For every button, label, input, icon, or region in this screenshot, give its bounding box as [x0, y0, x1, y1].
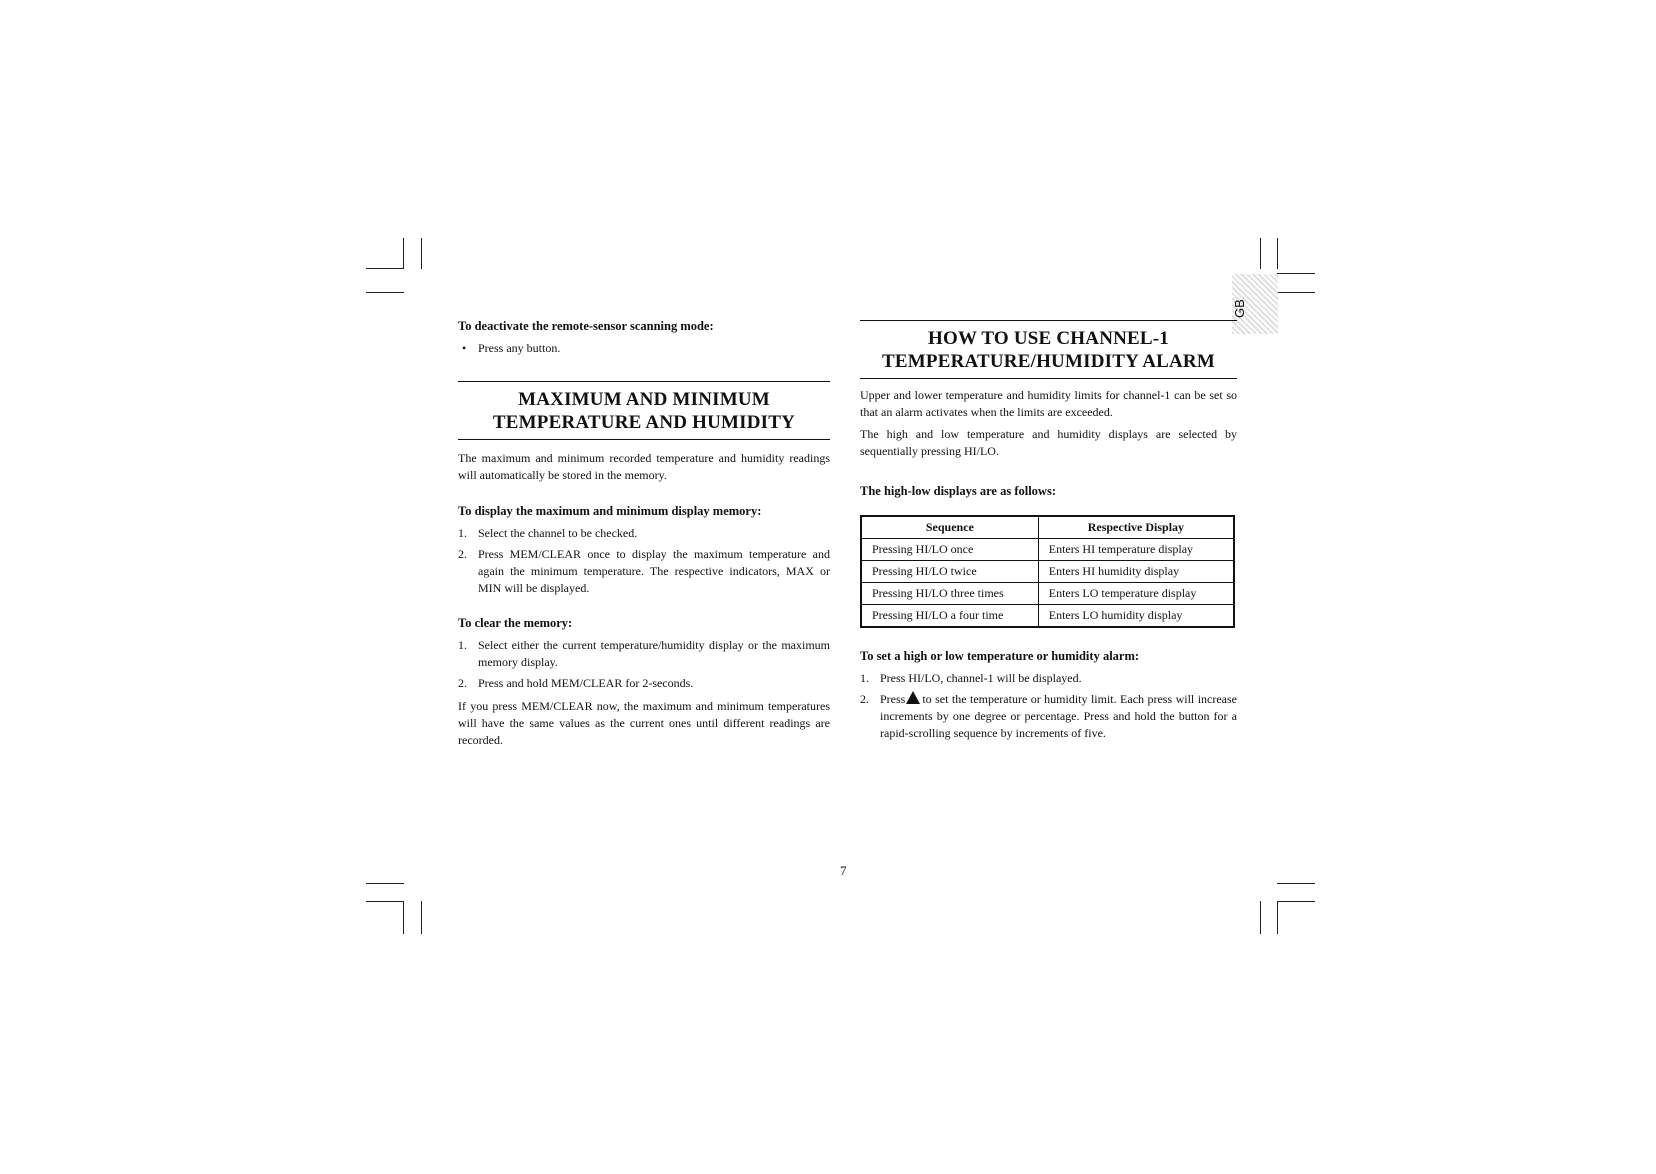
step-number: 2.: [458, 547, 467, 561]
display-steps: [458, 525, 830, 597]
step-text: Press MEM/CLEAR once to display the maximum temperature and again the minimum temperature. The respective indicators, MAX or MIN will be displayed.: [478, 547, 830, 595]
table-cell: Pressing HI/LO twice: [861, 561, 1038, 583]
list-item: [458, 675, 830, 692]
crop-mark: [1260, 238, 1261, 269]
right-column: [860, 318, 1237, 748]
step-text: Select the channel to be checked.: [478, 526, 638, 540]
crop-mark: [1277, 883, 1315, 884]
table-cell: Enters HI temperature display: [1038, 539, 1234, 561]
crop-mark: [403, 238, 404, 269]
bullet-icon: •: [462, 341, 467, 355]
intro-paragraph: The high and low temperature and humidity displays are selected by sequentially pressing HI/LO.: [860, 427, 1237, 458]
table-heading: The high-low displays are as follows:: [860, 484, 1056, 498]
step-text: Press HI/LO, channel-1 will be displayed.: [880, 671, 1082, 685]
list-item: [860, 691, 1237, 742]
high-low-table: [860, 515, 1235, 628]
table-row: [861, 605, 1234, 628]
section-title-line: MAXIMUM AND MINIMUM: [518, 389, 770, 410]
step-text-part: to set the temperature or humidity limit. Each press will increase increments by one degree or percentage. Press and hold the button for a rapid-scrolling sequence by increments of five.: [880, 692, 1237, 740]
table-row: [861, 583, 1234, 605]
step-number: 2.: [860, 692, 869, 706]
crop-mark: [366, 883, 404, 884]
clear-memory-heading: To clear the memory:: [458, 616, 573, 630]
section-title: [860, 321, 1237, 378]
clear-note: If you press MEM/CLEAR now, the maximum and minimum temperatures will have the same values as the current ones until different readings are recorded.: [458, 699, 830, 747]
section-title: [458, 382, 830, 439]
crop-mark: [366, 268, 404, 269]
display-memory-heading: To display the maximum and minimum display memory:: [458, 504, 762, 518]
step-number: 1.: [458, 638, 467, 652]
table-cell: Pressing HI/LO three times: [861, 583, 1038, 605]
crop-mark: [1277, 901, 1278, 934]
crop-mark: [1277, 273, 1315, 274]
step-number: 1.: [458, 526, 467, 540]
list-item: [458, 546, 830, 597]
section-title-line: HOW TO USE CHANNEL-1: [927, 328, 1170, 349]
step-text-part: Press: [880, 692, 906, 706]
step-text: Select either the current temperature/humidity display or the maximum memory display.: [478, 638, 830, 669]
section-title-line: TEMPERATURE/HUMIDITY ALARM: [882, 351, 1215, 372]
list-item: [458, 525, 830, 542]
deactivate-heading: To deactivate the remote-sensor scanning mode:: [458, 319, 714, 333]
intro-paragraph: The maximum and minimum recorded temperature and humidity readings will automatically be stored in the memory.: [458, 451, 830, 482]
list-item: [462, 340, 830, 357]
table-cell: Enters LO temperature display: [1038, 583, 1234, 605]
crop-mark: [421, 238, 422, 269]
crop-mark: [366, 901, 404, 902]
left-column: [458, 318, 830, 754]
crop-mark: [1277, 238, 1278, 269]
crop-mark: [1277, 292, 1315, 293]
list-item: [458, 637, 830, 671]
page-number: 7: [840, 863, 847, 878]
clear-steps: [458, 637, 830, 692]
table-header-cell: Sequence: [861, 516, 1038, 539]
table-cell: Pressing HI/LO once: [861, 539, 1038, 561]
crop-mark: [1277, 901, 1315, 902]
intro-paragraph: Upper and lower temperature and humidity limits for channel-1 can be set so that an alarm activates when the limits are exceeded.: [860, 388, 1237, 419]
step-text: [880, 691, 1237, 742]
table-cell: Enters HI humidity display: [1038, 561, 1234, 583]
table-cell: Pressing HI/LO a four time: [861, 605, 1038, 628]
section-title-line: TEMPERATURE AND HUMIDITY: [492, 412, 796, 433]
language-tab: GB: [1232, 299, 1247, 318]
table-cell: Enters LO humidity display: [1038, 605, 1234, 628]
table-row: [861, 539, 1234, 561]
step-number: 1.: [860, 671, 869, 685]
step-text: Press and hold MEM/CLEAR for 2-seconds.: [478, 676, 694, 690]
up-triangle-icon: [906, 691, 920, 704]
alarm-steps: [860, 670, 1237, 742]
deactivate-bullet-text: Press any button.: [478, 341, 561, 355]
list-item: [860, 670, 1237, 687]
table-header-row: [861, 516, 1234, 539]
crop-mark: [421, 901, 422, 934]
crop-mark: [366, 292, 404, 293]
crop-mark: [1260, 901, 1261, 934]
table-header-cell: Respective Display: [1038, 516, 1234, 539]
crop-mark: [403, 901, 404, 934]
table-row: [861, 561, 1234, 583]
step-number: 2.: [458, 676, 467, 690]
alarm-heading: To set a high or low temperature or humidity alarm:: [860, 649, 1140, 663]
